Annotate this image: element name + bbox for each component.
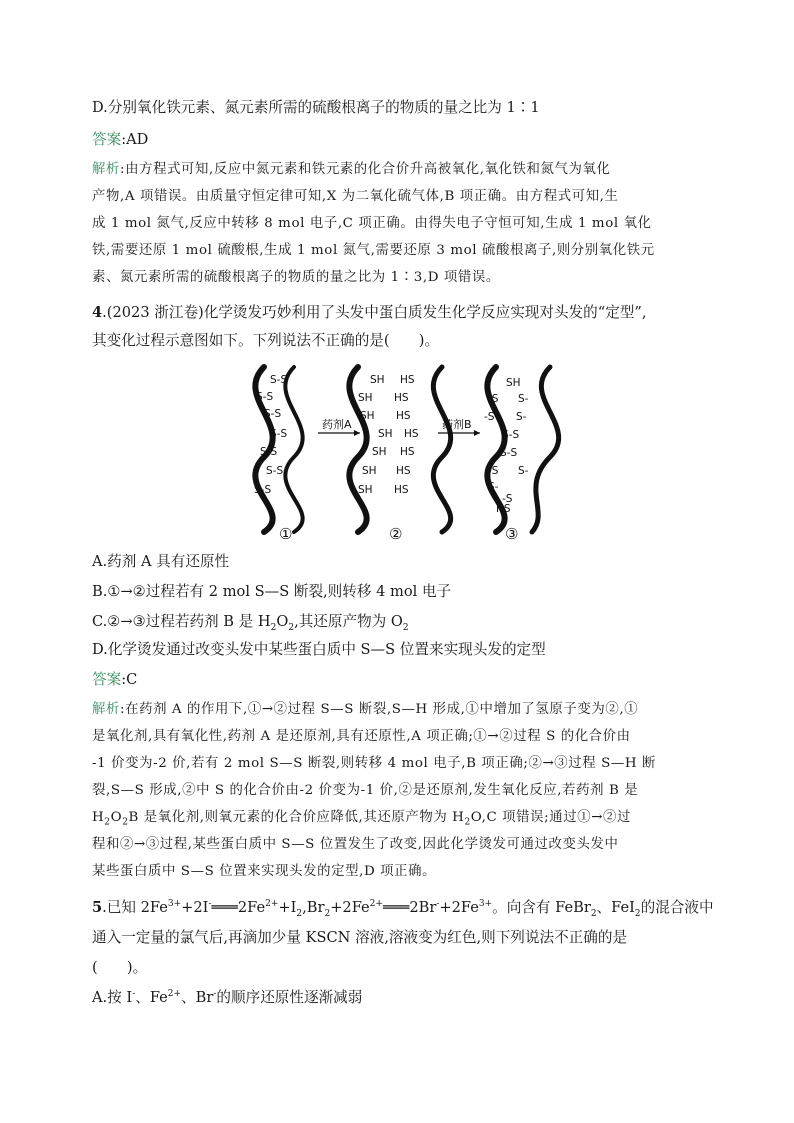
bond-label: S- (488, 481, 499, 493)
subscript: 2 (104, 817, 111, 828)
q5-stem-line-2: 通入一定量的氯气后,再滴加少量 KSCN 溶液,溶液变为红色,则下列说法不正确的是 (92, 929, 628, 946)
stem-text: 2Br (409, 899, 437, 916)
bond-label: S- (518, 393, 529, 405)
stem-text: +2Fe (330, 899, 370, 916)
q4-analysis-line-1 (92, 700, 638, 720)
stem-text: 2Fe (237, 899, 266, 916)
superscript: - (208, 899, 212, 910)
bond-label: S-S (264, 408, 282, 420)
bond-label: S- (518, 465, 529, 477)
subscript: 2 (464, 817, 471, 828)
panel-label-2: ② (389, 525, 403, 543)
agent-a-label: 药剂A (322, 418, 352, 431)
strand-2b (433, 367, 450, 532)
sh-label: SH (370, 374, 385, 386)
q5-stem-line-3: ( )。 (92, 959, 148, 976)
bond-label: S-S (270, 428, 288, 440)
bond-label: -S (488, 393, 499, 405)
superscript: - (132, 989, 136, 1000)
subscript: 2 (324, 908, 331, 919)
hs-label: HS (396, 410, 411, 422)
stem-text: 、FeI (596, 899, 635, 916)
answer-value: :AD (121, 131, 149, 148)
stem-text: .已知 2Fe (102, 899, 168, 916)
q3-analysis-line-5: 素、氮元素所需的硫酸根离子的物质的量之比为 1∶3,D 项错误。 (92, 270, 500, 285)
q4-analysis-line-2: 是氧化剂,具有氧化性,药剂 A 是还原剂,具有还原性,A 项正确;①→②过程 S 的化合价由 (92, 729, 631, 744)
sh-label: SH (360, 410, 375, 422)
bond-label: -S (502, 493, 513, 505)
q4-option-a: A.药剂 A 具有还原性 (92, 553, 230, 570)
hs-label: HS (394, 392, 409, 404)
strand-3b (532, 367, 559, 532)
q3-analysis-line-2: 产物,A 项错误。由质量守恒定律可知,X 为二氧化硫气体,B 项正确。由方程式可知,生 (92, 189, 619, 204)
analysis-text: :由方程式可知,反应中氮元素和铁元素的化合价升高被氧化,氧化铁和氮气为氧化 (119, 162, 611, 177)
option-c-text: C.②→③过程若药剂 B 是 H (92, 613, 271, 630)
arrow-a-head (354, 430, 360, 436)
superscript: - (436, 899, 440, 910)
hs-label: HS (496, 503, 511, 515)
q4-analysis-line-7: 某些蛋白质中 S—S 位置来实现头发的定型,D 项正确。 (92, 864, 437, 879)
q3-analysis-line-1 (92, 160, 611, 180)
formula-text: H (92, 810, 105, 825)
answer-label: 答案 (92, 671, 122, 688)
stem-text: +2Fe (439, 899, 479, 916)
sh-label: SH (362, 465, 377, 477)
stem-text: ,Br (302, 899, 325, 916)
subscript: 2 (296, 908, 303, 919)
superscript: 2+ (265, 899, 279, 910)
sh-label: SH (358, 484, 373, 496)
strand-1b (285, 367, 302, 532)
q4-stem-line-1 (92, 303, 647, 323)
q3-option-d: D.分别氧化铁元素、氮元素所需的硫酸根离子的物质的量之比为 1∶1 (92, 99, 540, 116)
hs-label: HS (396, 465, 411, 477)
option-a-text: 的顺序还原性逐渐减弱 (216, 989, 363, 1006)
bond-label: S-S (502, 429, 520, 441)
subscript: 2 (122, 817, 129, 828)
panel-label-1: ① (279, 525, 293, 543)
q4-analysis-line-4: 裂,S—S 形成,②中 S 的化合价由-2 价变为-1 价,②是还原剂,发生氧化反应,若药剂 B 是 (92, 783, 639, 798)
subscript: 2 (590, 908, 597, 919)
q4-option-b: B.①→②过程若有 2 mol S—S 断裂,则转移 4 mol 电子 (92, 583, 452, 600)
question-number: 5 (92, 899, 103, 916)
subscript: 2 (634, 908, 641, 919)
option-c-text: O (276, 613, 289, 630)
analysis-label: 解析 (92, 162, 120, 177)
analysis-label: 解析 (92, 702, 120, 717)
bond-label: S-S (254, 484, 272, 496)
superscript: - (213, 989, 217, 1000)
bond-label: S-S (256, 391, 274, 403)
equals-sign: ═══ (382, 899, 410, 916)
hs-label: HS (404, 428, 419, 440)
subscript: 2 (270, 622, 277, 633)
q4-analysis-line-6: 程和②→③过程,某些蛋白质中 S—S 位置发生了改变,因此化学烫发可通过改变头发中 (92, 837, 619, 852)
sh-label: SH (358, 392, 373, 404)
q4-answer (92, 670, 137, 690)
stem-text: 的混合液中 (640, 899, 714, 916)
superscript: 3+ (167, 899, 182, 910)
q3-analysis-line-4: 铁,需要还原 1 mol 硫酸根,生成 1 mol 氮气,需要还原 3 mol 硫酸根离子,则分别氧化铁元 (92, 243, 655, 258)
sh-label: SH (506, 377, 521, 389)
bond-label: S-S (260, 446, 278, 458)
answer-label: 答案 (92, 131, 122, 148)
analysis-text: O,C 项错误;通过①→②过 (470, 810, 632, 825)
stem-text: 。向含有 FeBr (492, 899, 591, 916)
agent-b-label: 药剂B (442, 418, 472, 431)
formula-text: O (110, 810, 123, 825)
option-a-text: A.按 I (92, 989, 133, 1006)
q4-analysis-line-5 (92, 808, 631, 828)
sh-label: SH (372, 446, 387, 458)
q4-analysis-line-3: -1 价变为-2 价,若有 2 mol S—S 断裂,则转移 4 mol 电子,B 项正确;②→③过程 S—H 断 (92, 756, 657, 771)
bond-label: -S (488, 465, 499, 477)
answer-value: :C (121, 671, 138, 688)
hs-label: HS (400, 374, 415, 386)
hs-label: HS (394, 484, 409, 496)
q4-option-c (92, 612, 409, 632)
superscript: 2+ (369, 899, 383, 910)
arrow-b-head (474, 430, 480, 436)
bond-label: S-S (500, 447, 518, 459)
q3-analysis-line-3: 成 1 mol 氮气,反应中转移 8 mol 电子,C 项正确。由得失电子守恒可知,生成 1 mol 氧化 (92, 216, 652, 231)
option-a-text: 、Fe (135, 989, 168, 1006)
q4-stem-line-2: 其变化过程示意图如下。下列说法不正确的是( )。 (92, 332, 440, 349)
subscript: 2 (402, 622, 409, 633)
q5-option-a (92, 988, 362, 1008)
sh-label: SH (378, 428, 393, 440)
q4-option-d: D.化学烫发通过改变头发中某些蛋白质中 S—S 位置来实现头发的定型 (92, 641, 546, 658)
q5-stem-line-1 (92, 898, 714, 918)
superscript: 2+ (167, 989, 182, 1000)
superscript: 3+ (478, 899, 493, 910)
bond-label: -S (484, 411, 495, 423)
bond-label: S-S (266, 465, 284, 477)
option-a-text: 、Br (181, 989, 214, 1006)
equals-sign: ═══ (211, 899, 238, 916)
bond-label: S- (516, 411, 527, 423)
analysis-text: B 是氧化剂,则氧元素的化合价应降低,其还原产物为 H (128, 810, 465, 825)
question-number: 4 (92, 304, 103, 321)
panel-label-3: ③ (505, 525, 519, 543)
stem-text: .(2023 浙江卷)化学烫发巧妙利用了头发中蛋白质发生化学反应实现对头发的“定型”, (102, 304, 647, 321)
perm-process-figure (232, 362, 562, 545)
bond-label: S-S (270, 374, 288, 386)
analysis-text: :在药剂 A 的作用下,①→②过程 S—S 断裂,S—H 形成,①中增加了氢原子变为②,① (119, 702, 639, 717)
subscript: 2 (288, 622, 295, 633)
q3-answer (92, 130, 148, 150)
hs-label: HS (400, 446, 415, 458)
stem-text: +I (278, 899, 297, 916)
option-c-text: ,其还原产物为 O (294, 613, 403, 630)
stem-text: +2I (181, 899, 209, 916)
